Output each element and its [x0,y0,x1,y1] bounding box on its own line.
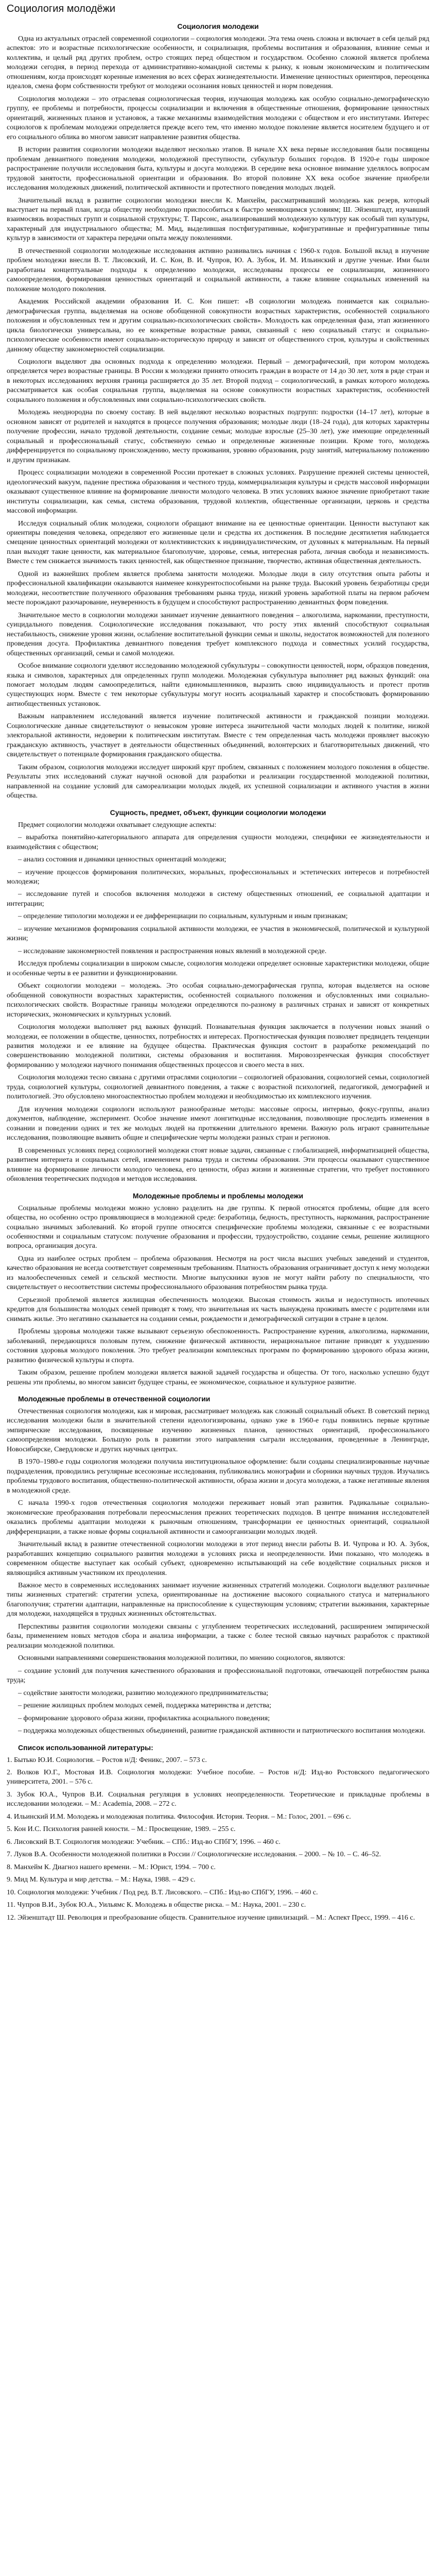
paragraph: Таким образом, решение проблем молодежи является важной задачей государства и общества. От того, насколько успешно будут решены эти проблемы, во многом зависит будущее страны, ее экономическое, социальное и культурное развитие. [7,1369,429,1386]
paragraph: – создание условий для получения качественного образования и профессиональной подготовки, отвечающей потребностям рынка труда; [7,1667,429,1685]
reference-item: 8. Манхейм К. Диагноз нашего времени. – М.: Юрист, 1994. – 700 с. [7,1863,216,1871]
reference-item: 9. Мид М. Культура и мир детства. – М.: Наука, 1988. – 429 с. [7,1876,196,1884]
paragraph: Отечественная социология молодежи, как и мировая, рассматривает молодежь как сложный социальный объект. В советский период исследования молодежи были в значительной степени идеологизированы, однако уже в 1960-е годы появились первые крупные эмпирические исследования, посвященные изучению жизненных планов, ценностных ориентаций, профессионального самоопределения молодежи. Большую роль в развитии этого направления сыграли исследования, проведенные в Ленинграде, Новосибирске, Свердловске и других научных центрах. [7,1408,429,1453]
paragraph: Важное место в современных исследованиях занимает изучение жизненных стратегий молодежи. Социологи выделяют различные типы жизненных стратегий: стратегии успеха, ориентированные на достижение высокого социального статуса и материального благополучия; стратегии адаптации, направленные на приспособление к существующим условиям; стратегии выживания, характерные для молодежи, находящейся в трудных жизненных обстоятельствах. [7,1581,429,1618]
paragraph: В истории развития социологии молодежи выделяют несколько этапов. В начале XX века первые исследования были посвящены проблемам девиантного поведения молодежи, молодежной преступности, субкультур больших городов. В 1920-е годы широкое распространение получили исследования быта, культуры и досуга молодежи. В середине века основное внимание уделялось вопросам трудовой занятости, профессиональной ориентации и образования. Во второй половине XX века особое значение приобрели исследования молодежных движений, политической активности и протестного поведения молодых людей. [7,146,429,192]
section-heading: Сущность, предмет, объект, функции социологии молодежи [110,808,326,817]
reference-item: 5. Кон И.С. Психология ранней юности. – М.: Просвещение, 1989. – 255 с. [7,1825,236,1834]
paragraph: Социальные проблемы молодежи можно условно разделить на две группы. К первой относятся проблемы, общие для всего общества, но особенно остро проявляющиеся в молодежной среде: безработица, бедность, преступность, наркомания, распространение социально значимых заболеваний. Ко второй группе относятся специфические проблемы молодежи, связанные с ее возрастными особенностями и социальным статусом: получение образования и профессии, трудоустройство, создание семьи, решение жилищного вопроса, организация досуга. [7,1204,429,1250]
paragraph: В 1970–1980-е годы социология молодежи получила институциональное оформление: были созданы специализированные научные подразделения, проводились регулярные всесоюзные исследования, публиковались монографии и сборники научных трудов. Изучались проблемы трудового воспитания, общественно-политической активности, образа жизни и досуга молодежи, а также негативные явления в молодежной среде. [7,1458,429,1495]
paragraph: Социологи выделяют два основных подхода к определению молодежи. Первый – демографический, при котором молодежь определяется через возрастные границы. В России к молодежи принято относить граждан в возрасте от 14 до 30 лет, хотя в ряде стран и в некоторых исследованиях верхняя граница расширяется до 35 лет. Второй подход – социологический, в рамках которого молодежь рассматривается как особая социальная группа, выделяемая на основе совокупности возрастных характеристик, особенностей социального положения и обусловленных ими социально-психологических свойств. [7,358,429,404]
paragraph: Объект социологии молодежи – молодежь. Это особая социально-демографическая группа, которая выделяется на основе обобщенной совокупности возрастных характеристик, особенностей социального положения и обусловленных ими социально-психологических свойств. Возрастные границы молодежи определяются по-разному в различных странах и зависят от конкретных исторических, экономических и культурных условий. [7,982,429,1019]
paragraph: Значительный вклад в развитие социологии молодежи внесли К. Манхейм, рассматривавший молодежь как резерв, который выступает на первый план, когда обществу необходимо приспособиться к быстро меняющимся условиям; Ш. Эйзенштадт, изучавший взаимосвязь возрастных групп и социальной структуры; Т. Парсонс, анализировавший молодежную культуру как особый тип культуры, характерный для индустриального общества; М. Мид, выделившая постфигуративные, кофигуративные и префигуративные типы культур в зависимости от характера передачи опыта между поколениями. [7,196,429,243]
paragraph: Процесс социализации молодежи в современной России протекает в сложных условиях. Разрушение прежней системы ценностей, идеологический вакуум, падение престижа образования и честного труда, коммерциализация культуры и средств массовой информации оказывают существенное влияние на формирование личности молодого человека. В этих условиях важное значение приобретают такие институты социализации, как семья, система образования, трудовой коллектив, общественные организации, церковь и средства массовой информации. [7,469,429,515]
paragraph: Особое внимание социологи уделяют исследованию молодежной субкультуры – совокупности ценностей, норм, образцов поведения, языка и символов, характерных для определенных групп молодежи. Молодежная субкультура выполняет ряд важных функций: она помогает молодым людям самоопределиться, найти единомышленников, выразить свою индивидуальность и протест против существующих норм. Вместе с тем некоторые субкультуры могут носить асоциальный характер и способствовать формированию антиобщественных установок. [7,662,429,708]
paragraph: – определение типологии молодежи и ее дифференциации по социальным, культурным и иным признакам; [18,912,348,921]
paragraph: Проблемы здоровья молодежи также вызывают серьезную обеспокоенность. Распространение курения, алкоголизма, наркомании, заболеваний, передающихся половым путем, снижение физической активности, нерациональное питание приводят к ухудшению состояния здоровья молодого поколения. Это требует реализации комплексных программ по формированию здорового образа жизни, развитию физической культуры и спорта. [7,1328,429,1364]
document-title: Социология молодёжи [7,3,116,14]
paragraph: Социология молодежи – это отраслевая социологическая теория, изучающая молодежь как особую социально-демографическую группу, ее проблемы и потребности, процессы социализации и включения в общественные отношения, формирование ценностных ориентаций, жизненных планов и установок, а также механизмы взаимодействия молодежи с обществом и его институтами. Интерес социологов к проблемам молодежи определяется прежде всего тем, что именно молодое поколение является носителем будущего и от его социального облика во многом зависит направление развития общества. [7,95,429,141]
paragraph: – выработка понятийно-категориального аппарата для определения сущности молодежи, специфики ее жизнедеятельности и взаимодействия с обществом; [7,834,429,851]
paragraph: – изучение механизмов формирования социальной активности молодежи, ее участия в экономической, политической и культурной жизни; [7,925,429,943]
reference-item: 2. Волков Ю.Г., Мостовая И.В. Социология молодежи: Учебное пособие. – Ростов н/Д: Изд-во Ростовского педагогического университета, 2001. – 576 с. [7,1769,429,1786]
paragraph: – формирование здорового образа жизни, профилактика асоциального поведения; [18,1714,270,1722]
reference-item: 4. Ильинский И.М. Молодежь и молодежная политика. Философия. История. Теория. – М.: Голос, 2001. – 696 с. [7,1812,351,1821]
paragraph: Значительный вклад в развитие отечественной социологии молодежи в этот период внесли работы В. И. Чупрова и Ю. А. Зубок, разработавших концепцию социального развития молодежи в условиях риска и неопределенности. Ими показано, что молодежь в современном обществе выступает как особый субъект, одновременно испытывающий на себе воздействие социальных рисков и являющийся активным участником их преодоления. [7,1540,429,1577]
paragraph: – анализ состояния и динамики ценностных ориентаций молодежи; [18,856,226,864]
paragraph: – исследование путей и способов включения молодежи в систему общественных отношений, ее социальной адаптации и интеграции; [7,890,429,908]
reference-item: 10. Социология молодежи: Учебник / Под ред. В.Т. Лисовского. – СПб.: Изд-во СПбГУ, 1996. – 460 с. [7,1888,318,1896]
reference-item: 6. Лисовский В.Т. Социология молодежи: Учебник. – СПб.: Изд-во СПбГУ, 1996. – 460 с. [7,1838,281,1846]
paragraph: Молодежь неоднородна по своему составу. В ней выделяют несколько возрастных подгрупп: подростки (14–17 лет), которые в основном зависят от родителей и находятся в процессе получения образования; молодые люди (18–24 года), для которых характерны получение профессии, начало трудовой деятельности, создание семьи; молодые взрослые (25–30 лет), уже имеющие определенный социальный и профессиональный статус, собственную семью и определенные жизненные позиции. Кроме того, молодежь дифференцируется по социальному происхождению, месту проживания, уровню образования, роду занятий, материальному положению и другим признакам. [7,409,429,464]
paragraph: Основными направлениями совершенствования молодежной политики, по мнению социологов, являются: [18,1654,345,1663]
paragraph: Таким образом, социология молодежи исследует широкий круг проблем, связанных с положением молодого поколения в обществе. Результаты этих исследований служат научной основой для разработки и реализации государственной молодежной политики, направленной на создание условий для самореализации молодых людей, их успешной социализации и активного участия в жизни общества. [7,763,429,800]
paragraph: Перспективы развития социологии молодежи связаны с углублением теоретических исследований, расширением эмпирической базы, применением новых методов сбора и анализа информации, а также с более тесной связью научных разработок с практикой реализации молодежной политики. [7,1622,429,1650]
paragraph: Серьезной проблемой является жилищная обеспеченность молодежи. Высокая стоимость жилья и недоступность ипотечных кредитов для большинства молодых семей приводят к тому, что значительная их часть вынуждена проживать вместе с родителями или снимать жилье. Это негативно сказывается на создании семьи, рождаемости и демографической ситуации в стране в целом. [7,1296,429,1323]
paragraph: Исследуя социальный облик молодежи, социологи обращают внимание на ее ценностные ориентации. Ценности выступают как ориентиры поведения человека, определяют его жизненные цели и средства их достижения. В последние десятилетия наблюдается смещение ценностных ориентаций молодежи от коллективистских к индивидуалистическим, от духовных к материальным. На первый план выходят такие ценности, как материальное благополучие, здоровье, семья, интересная работа, личная свобода и независимость. Вместе с тем снижается значимость таких ценностей, как общественное признание, творчество, активная общественная деятельность. [7,519,429,566]
paragraph: Важным направлением исследований является изучение политической активности и гражданской позиции молодежи. Социологические данные свидетельствуют о невысоком уровне интереса значительной части молодых людей к политике, низкой электоральной активности, недоверии к политическим институтам. Вместе с тем определенная часть молодежи проявляет высокую гражданскую активность, участвует в деятельности общественных объединений, волонтерских и благотворительных движений, что свидетельствует о потенциале формирования гражданского общества. [7,713,429,759]
paragraph: – содействие занятости молодежи, развитию молодежного предпринимательства; [18,1689,269,1697]
reference-item: 3. Зубок Ю.А., Чупров В.И. Социальная регуляция в условиях неопределенности. Теоретические и прикладные проблемы в исследовании молодежи. – М.: Academia, 2008. – 272 с. [7,1790,429,1808]
paragraph: Для изучения молодежи социологи используют разнообразные методы: массовые опросы, интервью, фокус-группы, анализ документов, наблюдение, эксперимент. Особое значение имеют лонгитюдные исследования, позволяющие проследить изменения в сознании и поведении одних и тех же молодых людей на протяжении длительного времени. Важную роль играют сравнительные исследования, позволяющие выявить общие и специфические черты молодежи разных стран и регионов. [7,1105,429,1142]
reference-item: 11. Чупров В.И., Зубок Ю.А., Уильямс К. Молодежь в обществе риска. – М.: Наука, 2001. – 230 с. [7,1901,306,1909]
paragraph: Одной из важнейших проблем является проблема занятости молодежи. Молодые люди в силу отсутствия опыта работы и профессиональной квалификации оказываются наименее конкурентоспособными на рынке труда. Высокий уровень безработицы среди молодежи, несоответствие полученного образования требованиям рынка труда, низкий уровень заработной платы на первом рабочем месте порождают разочарование, неуверенность в будущем и способствуют распространению девиантных форм поведения. [7,570,429,607]
reference-item: 12. Эйзенштадт Ш. Революция и преобразование обществ. Сравнительное изучение цивилизаций. – М.: Аспект Пресс, 1999. – 416 с. [7,1913,415,1922]
paragraph: Предмет социологии молодежи охватывает следующие аспекты: [18,821,217,829]
paragraph: Исследуя проблемы социализации в широком смысле, социология молодежи определяет основные характеристики молодежи, общие и особенные черты в ее развитии и функционировании. [7,960,429,977]
section-heading: Социология молодежи [177,22,259,30]
paragraph: Одна из наиболее острых проблем – проблема образования. Несмотря на рост числа высших учебных заведений и студентов, качество образования не всегда соответствует современным требованиям. Платность образования ограничивает доступ к нему молодежи из малообеспеченных семей и сельской местности. Многие выпускники вузов не могут найти работу по специальности, что свидетельствует о несоответствии системы профессионального образования потребностям рынка труда. [7,1255,429,1292]
reference-item: 7. Луков В.А. Особенности молодежной политики в России // Социологические исследования. – 2000. – № 10. – С. 46–52. [7,1851,381,1859]
paragraph: В современных условиях перед социологией молодежи стоят новые задачи, связанные с глобализацией, информатизацией общества, развитием интернета и социальных сетей, изменением рынка труда и системы образования. Эти процессы оказывают существенное влияние на формирование личности молодого человека, его ценности, образ жизни и жизненные стратегии, что требует постоянного обновления теоретических подходов и методов исследования. [7,1146,429,1183]
paragraph: – решение жилищных проблем молодых семей, поддержка материнства и детства; [18,1702,271,1710]
references-heading: Список использованной литературы: [18,1743,153,1752]
section-heading: Молодежные проблемы и проблемы молодежи [132,1191,304,1200]
paragraph: – изучение процессов формирования политических, моральных, профессиональных и эстетических интересов и потребностей молодежи; [7,868,429,886]
paragraph: – исследование закономерностей появления и распространения новых явлений в молодежной среде. [18,947,327,955]
paragraph: – поддержка молодежных общественных объединений, развитие гражданской активности и патриотического воспитания молодежи. [18,1727,426,1735]
paragraph: В отечественной социологии молодежные исследования активно развивались начиная с 1960-х годов. Большой вклад в изучение проблем молодежи внесли В. Т. Лисовский, И. С. Кон, В. И. Чупров, Ю. А. Зубок, И. М. Ильинский и другие ученые. Ими были разработаны концептуальные подходы к определению молодежи, исследованы процессы ее социализации, жизненного самоопределения, формирования ценностных ориентаций и социальной активности, а также влияние социальных изменений на положение молодого поколения. [7,247,429,293]
paragraph: Социология молодежи тесно связана с другими отраслями социологии – социологией образования, социологией семьи, социологией труда, социологией культуры, социологией девиантного поведения, а также с возрастной психологией, педагогикой, демографией и политологией. Это обусловлено многоаспектностью проблем молодежи и необходимостью их комплексного изучения. [7,1074,429,1101]
paragraph: Социология молодежи выполняет ряд важных функций. Познавательная функция заключается в получении новых знаний о молодежи, ее положении в обществе, ценностях, потребностях и интересах. Прогностическая функция позволяет предвидеть тенденции развития молодежи и ее влияние на будущее общества. Практическая функция состоит в разработке рекомендаций по совершенствованию молодежной политики, системы образования и воспитания. Мировоззренческая функция способствует формированию у молодежи научного понимания общественных процессов и своего места в них. [7,1023,429,1069]
paragraph: Одна из актуальных отраслей современной социологии – социология молодежи. Эта тема очень сложна и включает в себя целый ряд аспектов: это и возрастные психологические особенности, и социализация, проблемы воспитания и образования, влияние семьи и коллектива, и целый ряд других проблем, остро стоящих перед обществом и государством. Особенно сложной является проблема молодежи сегодня, в период перехода от административно-командной системы к рынку, к новым экономическим и политическим отношениям, когда происходят коренные изменения во всех сферах жизнедеятельности. Изменение ценностных ориентиров, переоценка идеалов, смена форм собственности требуют от молодежи осознания новых ценностей и норм поведения. [7,35,429,91]
paragraph: Значительное место в социологии молодежи занимает изучение девиантного поведения – алкоголизма, наркомании, преступности, суицидального поведения. Социологические исследования показывают, что росту этих явлений способствуют социальная нестабильность, снижение уровня жизни, ослабление воспитательной функции семьи и школы, недостаток возможностей для полезного проведения досуга. Профилактика девиантного поведения требует комплексного подхода и совместных усилий государства, общественных организаций, семьи и самой молодежи. [7,611,429,657]
document-body [7,22,429,1923]
references-list [7,1756,429,1923]
reference-item: 1. Бытько Ю.И. Социология. – Ростов н/Д: Феникс, 2007. – 573 с. [7,1756,207,1764]
paragraph: Академик Российской академии образования И. С. Кон пишет: «В социологии молодежь понимается как социально-демографическая группа, выделяемая на основе обобщенной совокупности возрастных характеристик, особенностей социального положения и обусловленных тем и другим социально-психологических свойств». Молодость как определенная фаза, этап жизненного цикла биологически универсальна, но ее конкретные возрастные рамки, связанный с нею социальный статус и социально-психологические особенности имеют социально-историческую природу и зависят от общественного строя, культуры и свойственных данному обществу закономерностей социализации. [7,298,429,353]
paragraph: С начала 1990-х годов отечественная социология молодежи переживает новый этап развития. Радикальные социально-экономические преобразования потребовали переосмысления прежних теоретических подходов. В центре внимания исследователей оказались проблемы адаптации молодежи к рыночным отношениям, трансформации ее ценностных ориентаций, социальной дифференциации, а также новые формы социальной активности и самоорганизации молодых людей. [7,1499,429,1536]
section-heading: Молодежные проблемы в отечественной социологии [18,1395,211,1403]
